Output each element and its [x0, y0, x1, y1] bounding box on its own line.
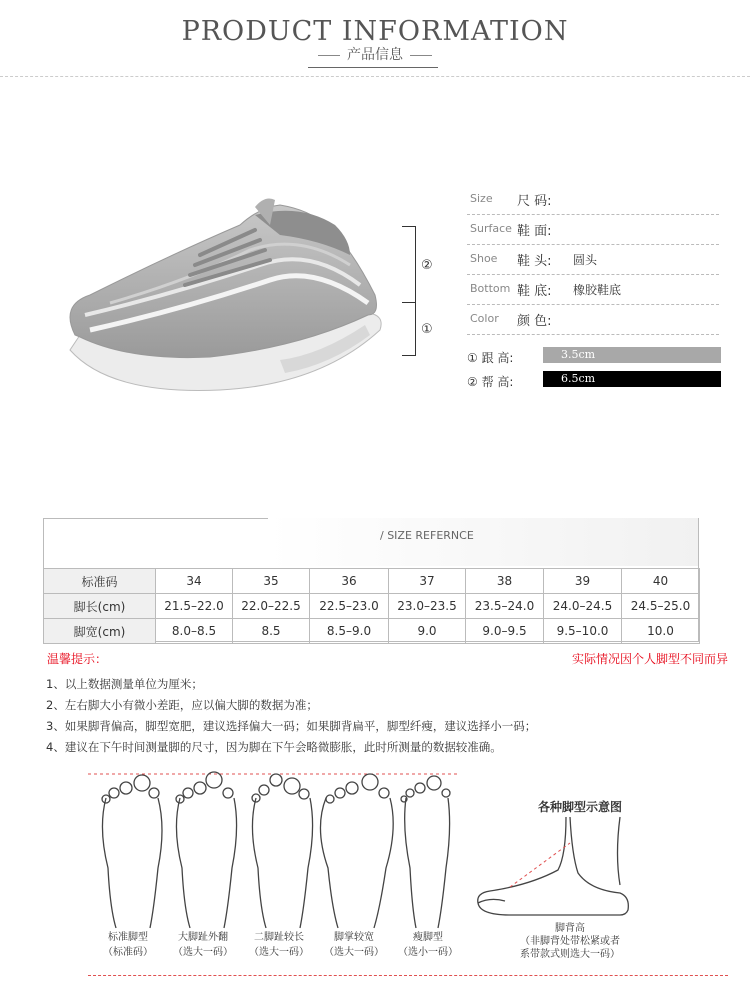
row-header: 脚宽(cm): [44, 619, 156, 644]
tip-line: 2、左右脚大小有微小差距，应以偏大脚的数据为准；: [46, 698, 318, 712]
foot-type-caption: [388, 930, 468, 960]
header-divider: [0, 76, 750, 77]
tips-title: 温馨提示：: [47, 652, 108, 666]
table-cell: 24.5–25.0: [622, 594, 700, 619]
table-cell: 22.5–23.0: [310, 594, 389, 619]
table-cell: 38: [466, 569, 544, 594]
spec-row-color: [467, 304, 719, 335]
spec-value: 圆头: [573, 253, 598, 267]
foot-type-name: 瘦脚型: [413, 932, 443, 943]
table-cell: 23.5–24.0: [466, 594, 544, 619]
spec-label-cn: 颜 色:: [517, 314, 552, 329]
spec-label-cn: 鞋 底:: [517, 284, 552, 299]
table-cell: 21.5–22.0: [156, 594, 233, 619]
foot-type-name: 大脚趾外翻: [178, 932, 228, 943]
table-row: [44, 569, 700, 594]
size-table: [43, 568, 700, 644]
spec-label-cn: 鞋 面:: [517, 224, 552, 239]
spec-label-en: Shoe: [470, 252, 498, 265]
side-caption-line: 系带款式则选大一码）: [520, 949, 620, 960]
foot-type-name: 脚掌较宽: [334, 932, 374, 943]
foot-type-advice: （选大一码）: [249, 947, 309, 958]
foot-type-caption: [163, 930, 243, 960]
upper-height-marker: ②: [421, 258, 433, 273]
spec-label-en: Surface: [470, 222, 512, 235]
table-row: [44, 619, 700, 644]
spec-row-bottom: [467, 274, 719, 305]
row-header: 标准码: [44, 569, 156, 594]
foot-type-name: 二脚趾较长: [254, 932, 304, 943]
measure-tick-mid: [402, 302, 416, 303]
table-cell: 39: [544, 569, 622, 594]
measure-tick-bottom: [402, 355, 416, 356]
spec-label-cn: 鞋 头:: [517, 254, 552, 269]
page-title: PRODUCT INFORMATION: [181, 16, 569, 47]
table-cell: 8.0–8.5: [156, 619, 233, 644]
foot-type-name: 标准脚型: [108, 932, 148, 943]
spec-label-en: Color: [470, 312, 499, 325]
table-cell: 36: [310, 569, 389, 594]
spec-row-surface: [467, 214, 719, 245]
subtitle-underline: [308, 67, 438, 68]
table-cell: 22.0–22.5: [233, 594, 310, 619]
foot-diagram-title: 各种脚型示意图: [538, 800, 623, 814]
tip-line: 1、以上数据测量单位为厘米；: [46, 677, 203, 691]
size-caption-band: [268, 518, 698, 566]
tips-note: 实际情况因个人脚型不同而异: [571, 652, 728, 666]
table-cell: 37: [389, 569, 466, 594]
table-cell: 9.0–9.5: [466, 619, 544, 644]
spec-label-en: Bottom: [470, 282, 511, 295]
table-cell: 10.0: [622, 619, 700, 644]
spec-label-cn: 尺 码:: [517, 194, 552, 209]
tip-line: 4、建议在下午时间测量脚的尺寸，因为脚在下午会略微膨胀，此时所测量的数据较准确。: [46, 740, 502, 754]
heel-height-bar: 3.5cm: [543, 347, 721, 363]
foot-type-advice: （选大一码）: [324, 947, 384, 958]
side-caption-line: （非脚背处带松紧或者: [520, 936, 620, 947]
table-cell: 9.0: [389, 619, 466, 644]
row-header: 脚长(cm): [44, 594, 156, 619]
table-cell: 34: [156, 569, 233, 594]
side-diagram-caption: [495, 922, 645, 961]
foot-type-advice: （选大一码）: [173, 947, 233, 958]
measure-line: [415, 226, 416, 356]
table-cell: 24.0–24.5: [544, 594, 622, 619]
foot-type-caption: [239, 930, 319, 960]
size-reference-caption: / SIZE REFERNCE: [380, 529, 474, 542]
product-shoe-image: [50, 185, 400, 415]
foot-outlines: [88, 768, 458, 930]
spec-row-shoe: [467, 244, 719, 275]
foot-type-caption: [314, 930, 394, 960]
foot-type-advice: （选小一码）: [398, 947, 458, 958]
heel-height-marker: ①: [421, 322, 433, 337]
table-row: [44, 594, 700, 619]
side-foot-outline: [470, 815, 640, 920]
table-cell: 8.5–9.0: [310, 619, 389, 644]
foot-type-advice: （标准码）: [103, 947, 153, 958]
spec-row-size: [467, 184, 719, 215]
side-caption-line: 脚背高: [555, 923, 585, 934]
heel-height-label: ① 跟 高:: [467, 351, 514, 365]
table-cell: 23.0–23.5: [389, 594, 466, 619]
table-cell: 9.5–10.0: [544, 619, 622, 644]
spec-label-en: Size: [470, 192, 493, 205]
measure-tick-top: [402, 226, 416, 227]
tip-line: 3、如果脚背偏高，脚型宽肥，建议选择偏大一码；如果脚背扁平，脚型纤瘦，建议选择小一码；: [46, 719, 537, 733]
bottom-divider: [88, 975, 728, 976]
foot-type-caption: [88, 930, 168, 960]
page-subtitle: 产品信息: [347, 47, 403, 63]
table-cell: 8.5: [233, 619, 310, 644]
table-cell: 35: [233, 569, 310, 594]
spec-value: 橡胶鞋底: [573, 283, 622, 297]
table-cell: 40: [622, 569, 700, 594]
upper-height-label: ② 帮 高:: [467, 375, 514, 389]
upper-height-bar: 6.5cm: [543, 371, 721, 387]
